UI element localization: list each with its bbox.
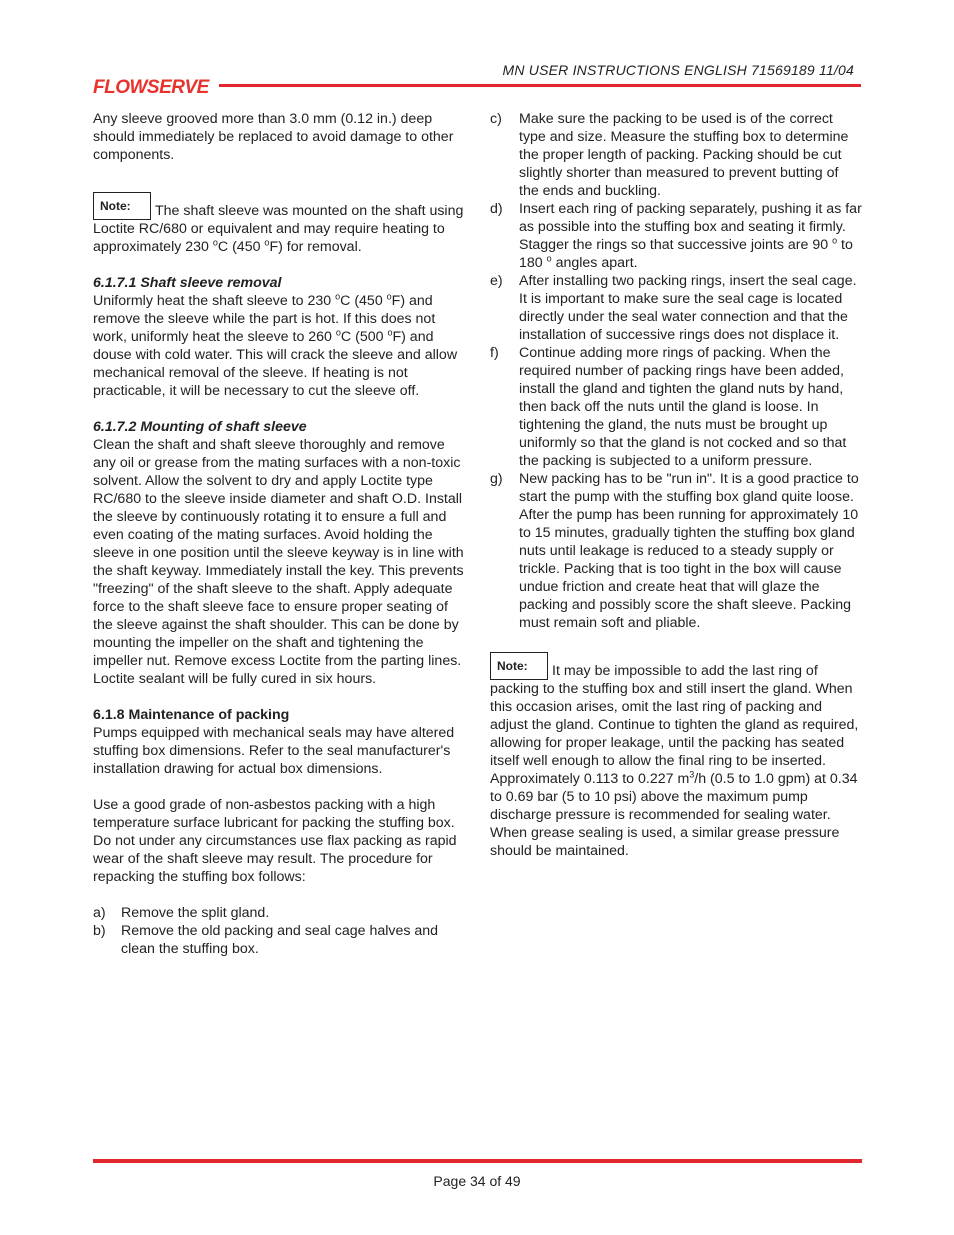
paragraph-packing-dimensions: Pumps equipped with mechanical seals may have altered stuffing box dimensions. Refer to the seal manufacturer's installation drawing for actual box dimensions. <box>93 725 455 777</box>
header-rule <box>219 84 861 87</box>
heading-mounting-shaft-sleeve: 6.1.7.2 Mounting of shaft sleeve <box>93 419 307 435</box>
footer-rule <box>93 1159 862 1163</box>
list-item: a) Remove the split gland. <box>93 905 270 921</box>
left-column <box>93 110 465 958</box>
logo-text: FLOWSERVE <box>93 77 209 98</box>
paragraph-sleeve-removal: Uniformly heat the shaft sleeve to 230 $^o$C (450 $^o$F) and remove the sleeve while the part is hot. If this does not work, uniformly heat the sleeve to 260 $^o$C (500 $^o$F) and douse with cold water. This will crack the sleeve and allow mechanical removal of the sleeve. If heating is not practicable, it will be necessary to cut the sleeve off. <box>93 291 458 399</box>
list-item: e) After installing two packing rings, insert the seal cage. It is important to make sure the seal cage is located directly under the seal water connection and that the installation of successive rings does not displace it. <box>490 273 857 343</box>
list-item: f) Continue adding more rings of packing. When the required number of packing rings have been added, install the gland and tighten the gland nuts by hand, then back off the nuts until the gland is loose. In tightening the gland, the nuts must be brought up uniformly so that the gland is not cocked and so that the packing is subjected to a uniform pressure. <box>490 345 847 469</box>
heading-shaft-sleeve-removal: 6.1.7.1 Shaft sleeve removal <box>93 275 282 291</box>
list-item: b) Remove the old packing and seal cage halves and clean the stuffing box. <box>93 923 439 957</box>
paragraph-sleeve-groove: Any sleeve grooved more than 3.0 mm (0.12 in.) deep should immediately be replaced to avoid damage to other components. <box>93 111 454 163</box>
list-item: g) New packing has to be "run in". It is a good practice to start the pump with the stuffing box gland quite loose. After the pump has been running for approximately 10 to 15 minutes, gradually tighten the stuffing box gland nuts until leakage is reduced to a steady supply or trickle. Packing that is too tight in the box will cause undue friction and create heat that will glaze the packing and possibly score the shaft sleeve. Packing must remain soft and pliable. <box>490 471 859 631</box>
note-sleeve-mounting: Note: The shaft sleeve was mounted on the shaft using Loctite RC/680 or equivalent and may require heating to approximately 230 $^o$C (450 $^o$F) for removal. <box>93 192 465 256</box>
flowserve-logo <box>93 73 211 103</box>
document-header: MN USER INSTRUCTIONS ENGLISH 71569189 11/04 <box>502 62 854 78</box>
paragraph-sleeve-mounting: Clean the shaft and shaft sleeve thoroughly and remove any oil or grease from the mating surfaces with a non-toxic solvent. Allow the solvent to dry and apply Loctite type RC/680 to the sleeve inside diameter and shaft O.D. Install the sleeve by continuously rotating it to ensure a full and even coating of the mating surfaces. Avoid holding the sleeve in one position until the sleeve keyway is in line with the shaft keyway. Immediately install the key. This prevents "freezing" of the shaft sleeve to the shaft. Apply adequate force to the shaft sleeve face to ensure proper seating of the sleeve against the shaft shoulder. This can be done by mounting the impeller on the shaft and tightening the impeller nut. Remove excess Loctite from the parting lines. Loctite sealant will be fully cured in six hours. <box>93 437 464 687</box>
note-label: Note: <box>490 652 548 680</box>
note-last-ring: Note: It may be impossible to add the last ring of packing to the stuffing box and still insert the gland. When this occasion arises, omit the last ring of packing and adjust the gland. Continue to tighten the gland as required, allowing for proper leakage, until the packing has seated itself well enough to allow the final ring to be inserted. Approximately 0.113 to 0.227 $m^3/h$ (0.5 to 1.0 gpm) at 0.34 to 0.69 bar (5 to 10 psi) above the maximum pump discharge pressure is recommended for sealing water. When grease sealing is used, a similar grease pressure should be maintained. <box>490 652 862 860</box>
paragraph-packing-grade: Use a good grade of non-asbestos packing with a high temperature surface lubricant for packing the stuffing box. Do not under any circumstances use flax packing as rapid wear of the shaft sleeve may result. The procedure for repacking the stuffing box follows: <box>93 797 457 885</box>
note-label: Note: <box>93 192 151 220</box>
list-item: d) Insert each ring of packing separately, pushing it as far as possible into the stuffing box and seating it firmly. Stagger the rings so that successive joints are 90 $^o$ to 180 $^o$ angles apart. <box>490 201 862 271</box>
heading-maintenance-of-packing: 6.1.8 Maintenance of packing <box>93 707 290 723</box>
list-item: c) Make sure the packing to be used is of the correct type and size. Measure the stuffing box to determine the proper length of packing. Packing should be cut slightly shorter than measured to prevent butting of the ends and buckling. <box>490 111 849 199</box>
page-number: Page 34 of 49 <box>433 1173 521 1189</box>
right-column <box>490 110 862 860</box>
